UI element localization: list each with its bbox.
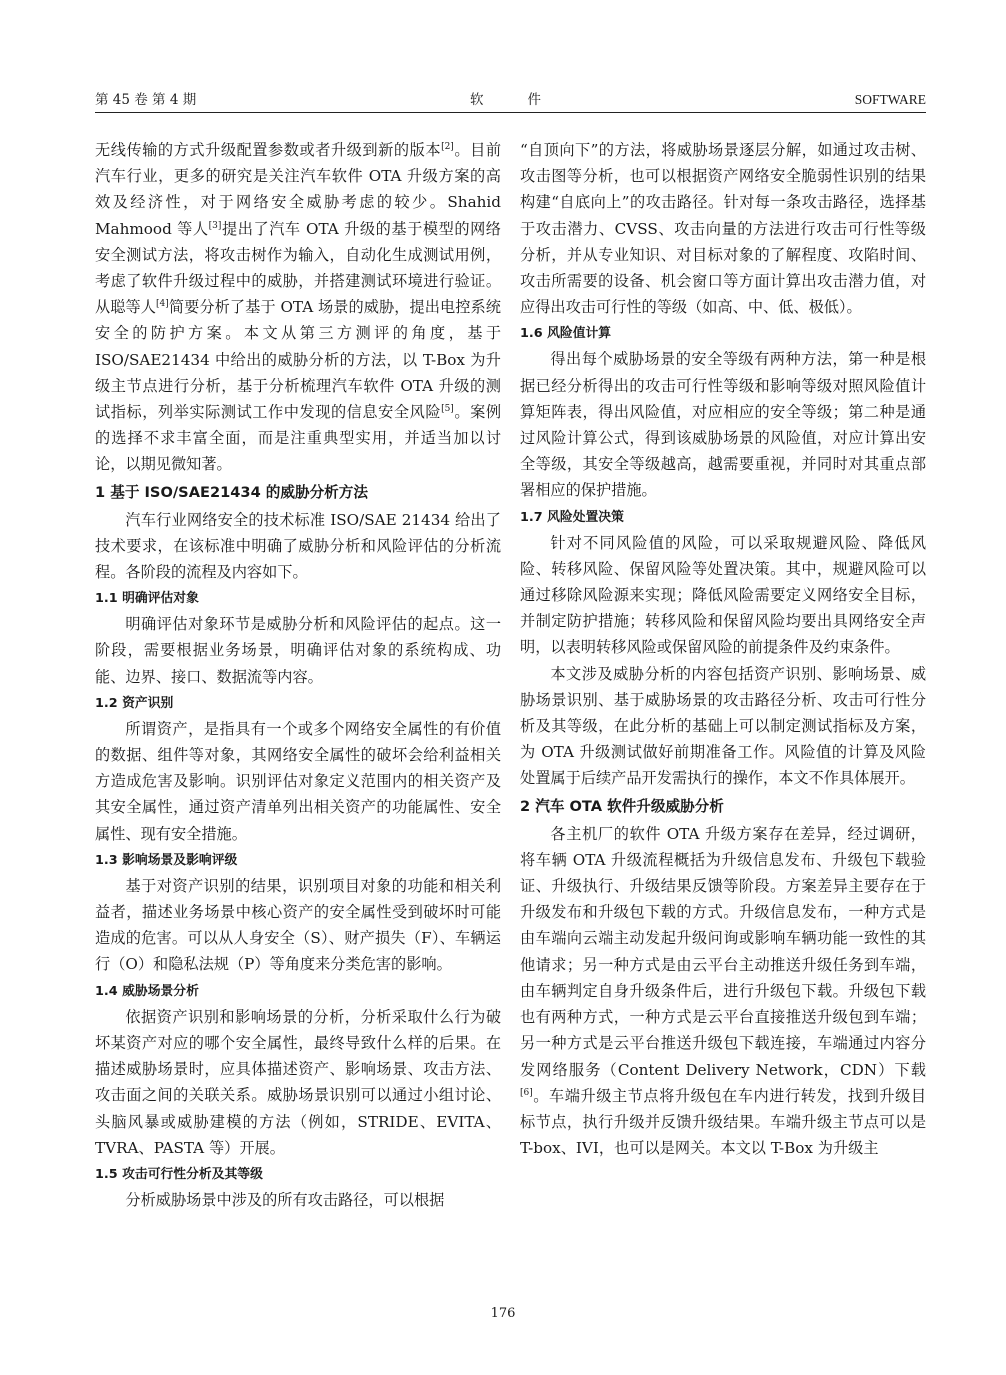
section-heading-1: 1 基于 ISO/SAE21434 的威胁分析方法: [95, 483, 368, 501]
subsection-heading-1-5: 1.5 攻击可行性分析及其等级: [95, 1166, 263, 1182]
subsection-1-1-paragraph: 明确评估对象环节是威胁分析和风险评估的起点。这一阶段，需要根据业务场景，明确评估对象的系统构成、功能、边界、接口、数据流等内容。: [95, 615, 501, 686]
section-1-paragraph: 汽车行业网络安全的技术标准 ISO/SAE 21434 给出了技术要求，在该标准中明确了威胁分析和风险评估的分析流程。各阶段的流程及内容如下。: [95, 510, 501, 582]
subsection-1-5-continued: “自顶向下”的方法，将威胁场景逐层分解，如通过攻击树、攻击图等分析，也可以根据资产网络安全脆弱性识别的结果构建“自底向上”的攻击路径。针对每一条攻击路径，选择基于攻击潜力、CVSS、攻击向量的方法进行攻击可行性等级分析，并从专业知识、对目标对象的了解程度、攻陷时间、攻击所需要的设备、机会窗口等方面计算出攻击潜力值，对应得出攻击可行性的等级（如高、中、低、极低）。: [520, 141, 926, 317]
subsection-heading-1-2: 1.2 资产识别: [95, 695, 174, 711]
section-2-paragraph: 各主机厂的软件 OTA 升级方案存在差异，经过调研，将车辆 OTA 升级流程概括为升级信息发布、升级包下载验证、升级执行、升级结果反馈等阶段。方案差异主要存在于升级发布和升级包下载的方式。升级信息发布，一种方式是由车端向云端主动发起升级问询或影响车辆功能一致性的其他请求；另一种方式是由云平台主动推送升级任务到车端，由车辆判定自身升级条件后，进行升级包下载。升级包下载也有两种方式，一种方式是云平台直接推送升级包到车端；另一种方式是云平台推送升级包下载连接，车端通过内容分发网络服务（Content Delivery Network，CDN）下载[6]。车端升级主节点将升级包在车内进行转发，找到升级目标节点，执行升级并反馈升级结果。车端升级主节点可以是 T-box、IVI，也可以是网关。本文以 T-Box 为升级主: [520, 824, 926, 1158]
subsection-heading-1-1: 1.1 明确评估对象: [95, 591, 199, 607]
subsection-1-5-paragraph: 分析威胁场景中涉及的所有攻击路径，可以根据: [125, 1190, 445, 1209]
subsection-1-4-paragraph: 依据资产识别和影响场景的分析，分析采取什么行为破坏某资产对应的哪个安全属性，最终导致什么样的后果。在描述威胁场景时，应具体描述资产、影响场景、攻击方法、攻击面之间的关联关系。威胁场景识别可以通过小组讨论、头脑风暴或威胁建模的方法（例如，STRIDE、EVITA、TVRA、PASTA 等）开展。: [95, 1007, 501, 1157]
subsection-1-6-paragraph: 得出每个威胁场景的安全等级有两种方法，第一种是根据已经分析得出的攻击可行性等级和影响等级对照风险值计算矩阵表，得出风险值，对应相应的安全等级；第二种是通过风险计算公式，得到该威胁场景的风险值，对应计算出安全等级，其安全等级越高，越需要重视，并同时对其重点部署相应的保护措施。: [520, 350, 926, 500]
subsection-heading-1-4: 1.4 威胁场景分析: [95, 983, 199, 999]
subsection-heading-1-7: 1.7 风险处置决策: [520, 509, 624, 525]
running-header: [95, 90, 926, 112]
journal-title-en: SOFTWARE: [854, 92, 926, 107]
subsection-heading-1-3: 1.3 影响场景及影响评级: [95, 852, 238, 868]
subsection-1-7-paragraph: 针对不同风险值的风险，可以采取规避风险、降低风险、转移风险、保留风险等处置决策。其中，规避风险可以通过移除风险源来实现；降低风险需要定义网络安全目标，并制定防护措施；转移风险和保留风险均要出具网络安全声明，以表明转移风险或保留风险的前提条件及约束条件。: [520, 533, 926, 657]
citation-6: [6]: [520, 1087, 533, 1098]
intro-paragraph: 无线传输的方式升级配置参数或者升级到新的版本[2]。目前汽车行业，更多的研究是关注汽车软件 OTA 升级方案的高效及经济性，对于网络安全威胁考虑的较少。Shahid Mahmood 等人[3]提出了汽车 OTA 升级的基于模型的网络安全测试方法，将攻击树作为输入，自动化生成测试用例，考虑了软件升级过程中的威胁，并搭建测试环境进行验证。从聪等人[4]简要分析了基于 OTA 场景的威胁，提出电控系统安全的防护方案。本文从第三方测评的角度，基于 ISO/SAE21434 中给出的威胁分析的方法，以 T-Box 为升级主节点进行分析，基于分析梳理汽车软件 OTA 升级的测试指标，列举实际测试工作中发现的信息安全风险[5]。案例的选择不求丰富全面，而是注重典型实用，并适当加以讨论，以期见微知著。: [95, 141, 502, 474]
citation-3: [3]: [208, 220, 222, 231]
citation-5: [5]: [441, 404, 454, 415]
citation-4: [4]: [156, 299, 169, 310]
journal-title-cn: 软件: [470, 92, 585, 108]
header-rule: [95, 112, 926, 113]
subsection-heading-1-6: 1.6 风险值计算: [520, 326, 612, 342]
page-number: 176: [490, 1306, 516, 1321]
right-column: [520, 137, 926, 1161]
subsection-1-2-paragraph: 所谓资产，是指具有一个或多个网络安全属性的有价值的数据、组件等对象，其网络安全属性的破坏会给利益相关方造成危害及影响。识别评估对象定义范围内的相关资产及其安全属性，通过资产清单列出相关资产的功能属性、安全属性、现有安全措施。: [95, 719, 501, 843]
left-column: [95, 137, 501, 1213]
citation-2: [2]: [441, 142, 454, 152]
subsection-1-3-paragraph: 基于对资产识别的结果，识别项目对象的功能和相关利益者，描述业务场景中核心资产的安全属性受到破坏时可能造成的危害。可以从人身安全（S）、财产损失（F）、车辆运行（O）和隐私法规（P）等角度来分类危害的影响。: [95, 876, 501, 974]
subsection-1-7-paragraph-2: 本文涉及威胁分析的内容包括资产识别、影响场景、威胁场景识别、基于威胁场景的攻击路径分析、攻击可行性分析及其等级，在此分析的基础上可以制定测试指标及方案，为 OTA 升级测试做好前期准备工作。风险值的计算及风险处置属于后续产品开发需执行的操作，本文不作具体展开。: [520, 664, 926, 788]
journal-volume-issue: 第 45 卷 第 4 期: [95, 92, 197, 108]
section-heading-2: 2 汽车 OTA 软件升级威胁分析: [520, 797, 724, 815]
